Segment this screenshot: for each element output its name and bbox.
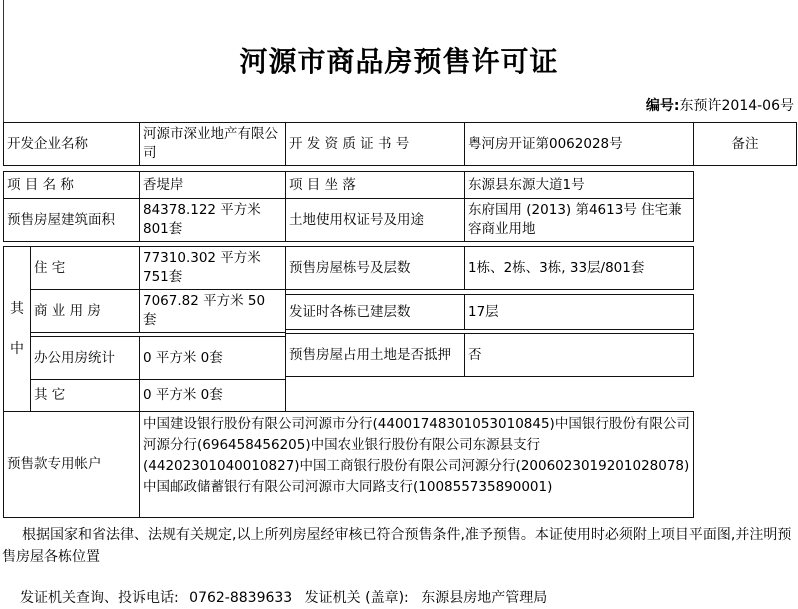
mortgage-value-cell <box>464 333 694 377</box>
building-floors-label: 预售房屋栋号及层数 <box>289 259 411 276</box>
land-cert-label: 土地使用权证号及用途 <box>289 211 424 228</box>
hotline-value: 0762-8839633 <box>189 590 293 606</box>
project-name-value: 香堤岸 <box>143 176 184 193</box>
qualification-value: 粤河房开证第0062028号 <box>468 135 623 152</box>
document-number-value: 东预许2014-06号 <box>679 98 794 114</box>
document-number-label: 编号: <box>645 98 680 114</box>
account-value: 中国建设银行股份有限公司河源市分行(44001748301053010845)中国银行股份有限公司河源分行(696458456205)中国农业银行股份有限公司东源县支行(44202301040010827)中国工商银行股份有限公司河源分行(2006023019201028078)中国邮政储蓄银行有限公司河源市大同路支行(100855735890001) <box>143 416 690 495</box>
other-value: 0 平方米 0套 <box>143 387 223 403</box>
residential-label-cell <box>30 246 140 290</box>
building-floors-value-cell <box>464 246 694 290</box>
issuer-label: 发证机关 (盖章): <box>304 590 409 606</box>
commercial-value: 7067.82 平方米 50 套 <box>143 293 266 328</box>
commercial-label: 商 业 用 房 <box>34 302 101 319</box>
built-floors-label-cell <box>285 294 465 330</box>
land-cert-label-cell <box>285 198 465 242</box>
presale-area-value: 84378.122 平方米 801套 <box>143 202 261 237</box>
developer-value: 河源市深业地产有限公司 <box>143 126 278 161</box>
page-title: 河源市商品房预售许可证 <box>239 45 559 78</box>
developer-label: 开发企业名称 <box>7 135 88 152</box>
developer-label-cell <box>3 122 140 166</box>
other-label-cell <box>30 379 140 412</box>
residential-value: 77310.302 平方米 751套 <box>143 250 261 285</box>
land-cert-value-cell <box>464 198 694 242</box>
presale-area-label: 预售房屋建筑面积 <box>7 211 115 228</box>
other-value-cell <box>139 379 286 412</box>
built-floors-value: 17层 <box>468 303 499 320</box>
building-floors-label-cell <box>285 246 465 290</box>
residential-label: 住 宅 <box>34 259 66 276</box>
project-name-value-cell <box>139 171 286 199</box>
land-cert-value: 东府国用 (2013) 第4613号 住宅兼容商业用地 <box>468 202 682 237</box>
mortgage-label: 预售房屋占用土地是否抵押 <box>289 346 451 363</box>
issuer-value: 东源县房地产管理局 <box>421 590 548 606</box>
mortgage-value: 否 <box>468 346 482 363</box>
office-label: 办公用房统计 <box>34 349 115 366</box>
commercial-label-cell <box>30 289 140 333</box>
project-location-value: 东源县东源大道1号 <box>468 176 585 193</box>
built-floors-label: 发证时各栋已建层数 <box>289 303 411 320</box>
commercial-value-cell <box>139 289 286 333</box>
remarks-cell <box>693 122 797 166</box>
presale-area-value-cell <box>139 198 286 242</box>
project-name-label-cell <box>3 171 140 199</box>
presale-area-label-cell <box>3 198 140 242</box>
office-value: 0 平方米 0套 <box>143 349 223 366</box>
of-which-label: 其 中 <box>10 301 24 357</box>
of-which-cell <box>3 246 31 412</box>
mortgage-label-cell <box>285 333 465 377</box>
project-location-label-cell <box>285 171 465 199</box>
hotline-label: 发证机关查询、投诉电话: <box>20 590 179 606</box>
building-floors-value: 1栋、2栋、3栋, 33层/801套 <box>468 259 645 276</box>
office-value-cell <box>139 336 286 380</box>
project-name-label: 项 目 名 称 <box>7 176 74 193</box>
remarks-label: 备注 <box>731 135 759 152</box>
account-label: 预售款专用帐户 <box>7 456 102 472</box>
document-number <box>646 95 794 115</box>
project-location-value-cell <box>464 171 694 199</box>
office-label-cell <box>30 336 140 380</box>
account-value-cell <box>139 411 694 518</box>
project-location-label: 项 目 坐 落 <box>289 176 356 193</box>
qualification-value-cell <box>464 122 694 166</box>
residential-value-cell <box>139 246 286 290</box>
qualification-label-cell <box>285 122 465 166</box>
developer-value-cell <box>139 122 286 166</box>
account-label-cell <box>3 411 140 518</box>
built-floors-value-cell <box>464 294 694 330</box>
approval-notice: 根据国家和省法律、法规有关规定,以上所列房屋经审核已符合预售条件,准予预售。本证使用时必须附上项目平面图,并注明预售房屋各栋位置 <box>2 527 792 565</box>
qualification-label: 开 发 资 质 证 书 号 <box>289 135 410 152</box>
other-label: 其 它 <box>34 387 66 403</box>
